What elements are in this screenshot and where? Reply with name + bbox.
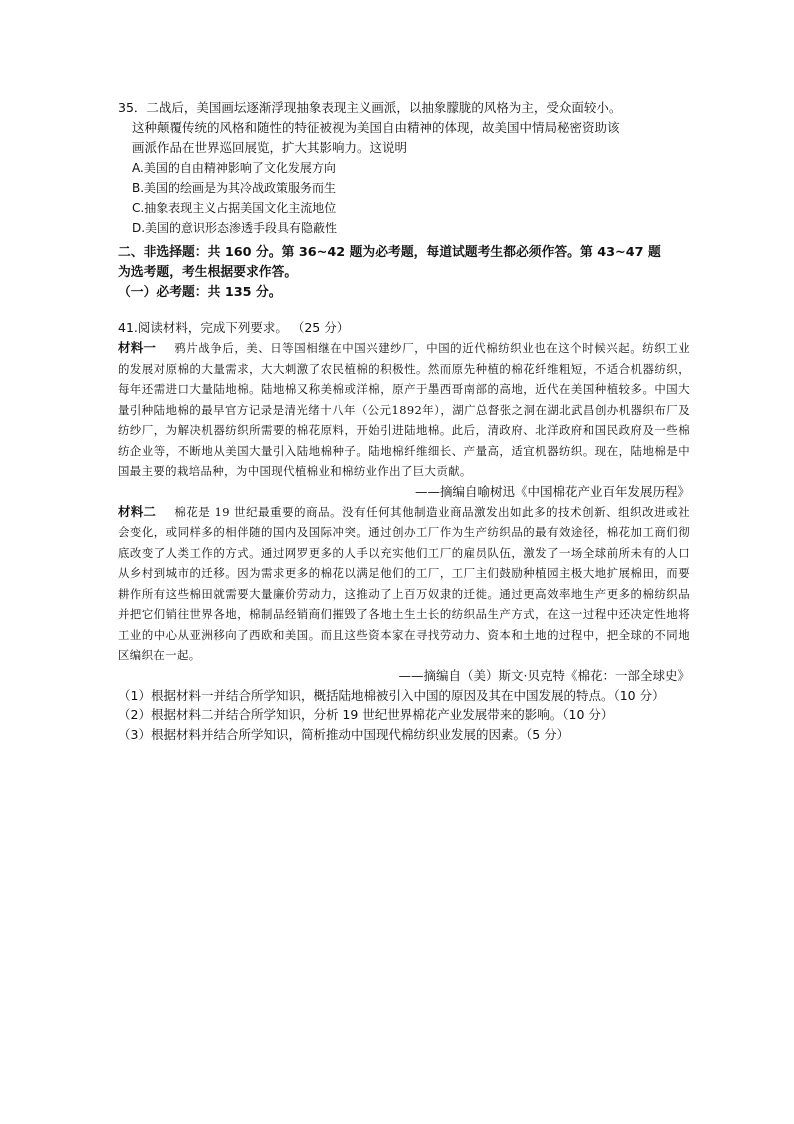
material-2-label: 材料二 — [118, 503, 157, 519]
q41-subquestion-3: （3）根据材料并结合所学知识，简析推动中国现代棉纺织业发展的因素。（5 分） — [118, 726, 570, 742]
q35-stem-line-3: 画派作品在世界巡回展览，扩大其影响力。这说明 — [132, 140, 408, 155]
material-1 — [118, 338, 690, 482]
material-1-label: 材料一 — [118, 340, 157, 355]
q35-option-d: D.美国的意识形态渗透手段具有隐蔽性 — [132, 221, 338, 235]
q35-stem-line-2: 这种颠覆传统的风格和随性的特征被视为美国自由精神的体现，故美国中情局秘密资助该 — [132, 120, 620, 135]
section-2-heading-line-1: 二、非选择题：共 160 分。第 36~42 题为必考题，每道试题考生都必须作答。第 43~47 题 — [118, 245, 661, 260]
section-2-subheading: （一）必考题：共 135 分。 — [118, 285, 282, 300]
q41-title: 41.阅读材料，完成下列要求。 （25 分） — [118, 320, 350, 335]
section-2-heading — [118, 243, 698, 303]
q41-subquestion-1: （1）根据材料一并结合所学知识，概括陆地棉被引入中国的原因及其在中国发展的特点。（10 分） — [118, 687, 665, 703]
material-2-text: 棉花是 19 世纪最重要的商品。没有任何其他制造业商品激发出如此多的技术创新、组织改进或社会变化，或同样多的相伴随的国内及国际冲突。通过创办工厂作为生产纺织品的最有效途径，棉花加工商们彻底改变了人类工作的方式。通过网罗更多的人手以充实他们工厂的雇员队伍，激发了一场全球前所未有的人口从乡村到城市的迁移。因为需求更多的棉花以满足他们的工厂，工厂主们鼓励种植园主极大地扩展棉田，而要耕作所有这些棉田就需要大量廉价劳动力，这推动了上百万奴隶的迁徙。通过更高效率地生产更多的棉纺织品并把它们销往世界各地，棉制品经销商们摧毁了各地土生土长的纺织品生产方式，在这一过程中还决定性地将工业的中心从亚洲移向了西欧和美国。而且这些资本家在寻找劳动力、资本和土地的过程中，把全球的不同地区编织在一起。 — [118, 504, 690, 662]
question-35 — [118, 98, 690, 238]
section-2-heading-line-2: 为选考题，考生根据要求作答。 — [118, 265, 298, 280]
material-1-text: 鸦片战争后，美、日等国相继在中国兴建纱厂，中国的近代棉纺织业也在这个时候兴起。纺织工业的发展对原棉的大量需求，大大刺激了农民植棉的积极性。然而原先种植的棉花纤维粗短，不适合机器纺织，每年还需进口大量陆地棉。陆地棉又称美棉或洋棉，原产于墨西哥南部的高地，近代在美国种植较多。中国大量引种陆地棉的最早官方记录是清光绪十八年（公元1892年），湖广总督张之洞在湖北武昌创办机器织布厂及纺纱厂，为解决机器纺织所需要的棉花原料，开始引进陆地棉。此后，清政府、北洋政府和国民政府及一些棉纺企业等，不断地从美国大量引入陆地棉种子。陆地棉纤维细长、产量高，适宜机器纺织。现在，陆地棉是中国最主要的栽培品种，为中国现代植棉业和棉纺业作出了巨大贡献。 — [118, 341, 690, 478]
question-41 — [118, 318, 690, 744]
q35-stem-line-1: 35．二战后，美国画坛逐渐浮现抽象表现主义画派，以抽象朦胧的风格为主，受众面较小。 — [118, 100, 622, 115]
material-2-source: ——摘编自（美）斯文·贝克特《棉花：一部全球史》 — [398, 667, 690, 683]
material-1-source: ——摘编自喻树迅《中国棉花产业百年发展历程》 — [414, 483, 690, 499]
q35-option-c: C.抽象表现主义占据美国文化主流地位 — [132, 201, 337, 215]
material-2 — [118, 502, 690, 666]
q35-option-a: A.美国的自由精神影响了文化发展方向 — [132, 161, 336, 175]
q41-subquestion-2: （2）根据材料二并结合所学知识，分析 19 世纪世界棉花产业发展带来的影响。（10 分） — [118, 707, 614, 722]
q35-option-b: B.美国的绘画是为其冷战政策服务而生 — [132, 181, 337, 195]
